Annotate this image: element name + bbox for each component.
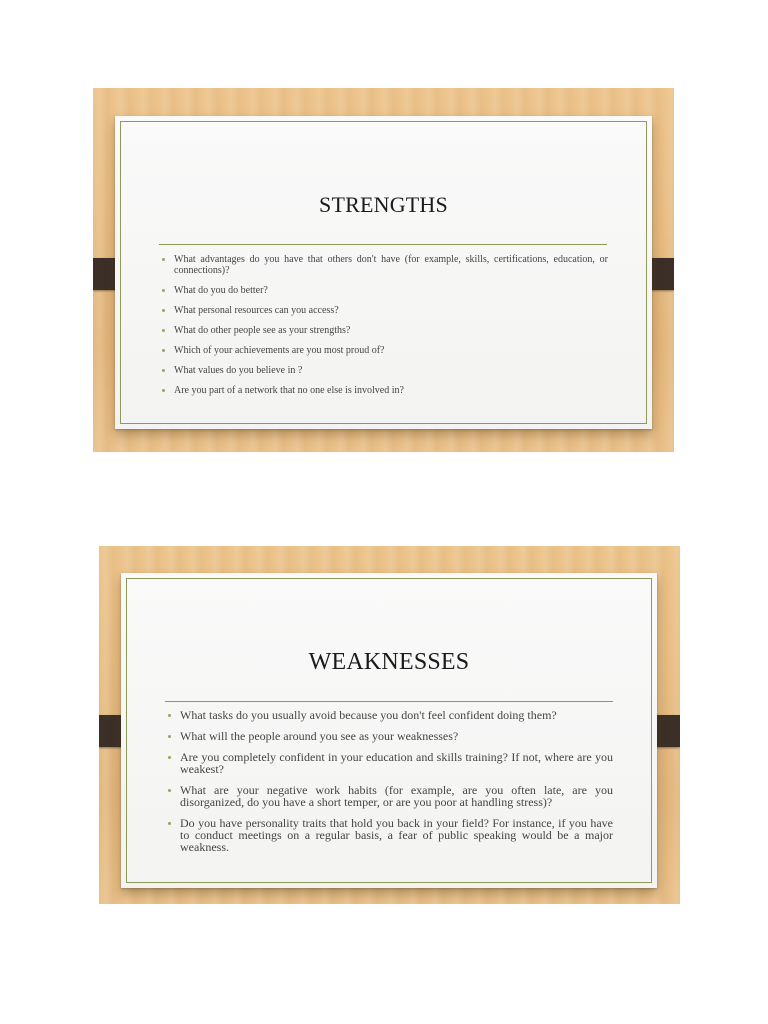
bullet-item bbox=[165, 709, 613, 721]
bullet-item bbox=[165, 751, 613, 775]
bullet-item bbox=[159, 305, 608, 316]
bullet-item bbox=[165, 817, 613, 853]
bullet-text: What advantages do you have that others don't have (for example, skills, certifications, education, or connections)? bbox=[174, 254, 608, 276]
bullet-text: What personal resources can you access? bbox=[174, 305, 339, 316]
slide-card bbox=[115, 116, 652, 429]
bullet-dot-icon bbox=[162, 258, 165, 261]
bullet-item bbox=[159, 325, 608, 336]
slide-title: WEAKNESSES bbox=[308, 649, 470, 675]
bullet-text: What will the people around you see as your weaknesses? bbox=[180, 729, 459, 743]
weaknesses-slide bbox=[99, 546, 680, 904]
bullet-dot-icon bbox=[168, 714, 171, 717]
bullet-list bbox=[159, 254, 608, 405]
bullet-dot-icon bbox=[162, 289, 165, 292]
bullet-item bbox=[159, 385, 608, 396]
slide-card bbox=[121, 573, 657, 888]
title-rule bbox=[159, 244, 607, 245]
strengths-slide bbox=[93, 88, 674, 452]
bullet-item bbox=[165, 784, 613, 808]
bullet-text: Are you part of a network that no one else is involved in? bbox=[174, 385, 404, 396]
bullet-item bbox=[159, 254, 608, 276]
bullet-text: What do you do better? bbox=[174, 285, 268, 296]
bullet-list bbox=[165, 709, 613, 862]
bullet-dot-icon bbox=[162, 329, 165, 332]
bullet-item bbox=[159, 285, 608, 296]
title-rule bbox=[165, 701, 613, 702]
bullet-item bbox=[159, 345, 608, 356]
bullet-text: What do other people see as your strengths? bbox=[174, 325, 351, 336]
bullet-dot-icon bbox=[162, 309, 165, 312]
bullet-text: Do you have personality traits that hold you back in your field? For instance, if you have to conduct meetings on a regular basis, a fear of public speaking would be a major weakness. bbox=[180, 816, 613, 854]
bullet-text: What are your negative work habits (for example, are you often late, are you disorganized, do you have a short temper, or are you poor at handling stress)? bbox=[180, 783, 613, 809]
bullet-text: Which of your achievements are you most proud of? bbox=[174, 345, 385, 356]
bullet-text: Are you completely confident in your education and skills training? If not, where are you weakest? bbox=[180, 750, 613, 776]
bullet-dot-icon bbox=[162, 349, 165, 352]
slide-title: STRENGTHS bbox=[319, 192, 448, 217]
bullet-dot-icon bbox=[168, 735, 171, 738]
bullet-text: What values do you believe in ? bbox=[174, 365, 303, 376]
bullet-dot-icon bbox=[168, 822, 171, 825]
bullet-dot-icon bbox=[168, 756, 171, 759]
bullet-item bbox=[165, 730, 613, 742]
bullet-dot-icon bbox=[162, 389, 165, 392]
bullet-dot-icon bbox=[162, 369, 165, 372]
bullet-text: What tasks do you usually avoid because you don't feel confident doing them? bbox=[180, 708, 557, 722]
bullet-dot-icon bbox=[168, 789, 171, 792]
bullet-item bbox=[159, 365, 608, 376]
